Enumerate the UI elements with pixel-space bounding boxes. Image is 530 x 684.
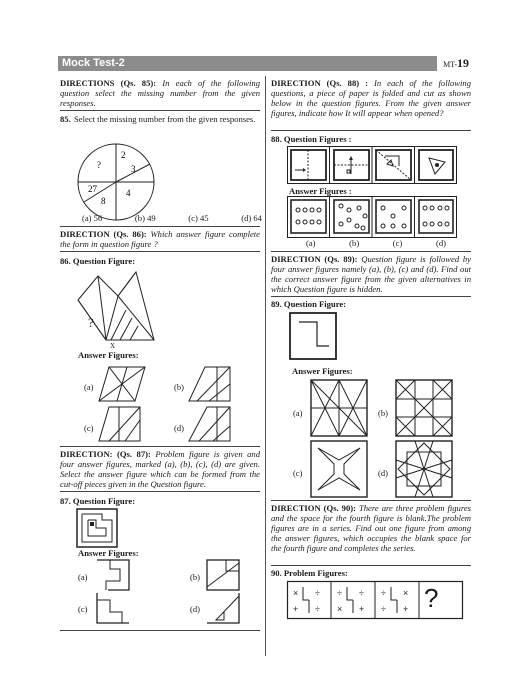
q86-answers-label: Answer Figures: xyxy=(78,350,139,360)
direction-88: DIRECTION (Qs. 88) : In each of the following questions, a piece of paper is folded and cut as shown below in the question figures. From the given answer figures, indicate how It will appear when opened? xyxy=(271,78,471,118)
page-header xyxy=(58,56,471,71)
rule xyxy=(271,130,471,131)
q86-question-figure xyxy=(76,270,156,345)
q89-answers-label: Answer Figures: xyxy=(292,366,353,376)
svg-text:÷: ÷ xyxy=(381,588,386,598)
svg-text:÷: ÷ xyxy=(359,588,364,598)
rule xyxy=(60,251,260,252)
page-number: MT-19 xyxy=(437,56,471,72)
question-87: 87. Question Figure: xyxy=(60,496,136,506)
q87-opt-d[interactable]: (d) xyxy=(190,604,200,614)
question-88: 88. Question Figures : xyxy=(271,134,352,144)
svg-text:÷: ÷ xyxy=(315,588,320,598)
q87-question-figure xyxy=(76,508,118,548)
q85-options xyxy=(82,213,262,223)
svg-text:+: + xyxy=(293,604,299,614)
rule xyxy=(271,500,471,501)
svg-text:×: × xyxy=(337,604,343,614)
q86-opt-d[interactable]: (d) xyxy=(174,423,184,433)
q89-opt-b[interactable]: (b) xyxy=(378,408,388,418)
q86-opt-a[interactable]: (a) xyxy=(84,382,94,392)
direction-85: DIRECTIONS (Qs. 85): In each of the following question select the missing number from the given responses. xyxy=(60,78,260,108)
q87-opt-c[interactable]: (c) xyxy=(78,604,88,614)
q89-answer-b[interactable] xyxy=(395,379,453,437)
circle-num: 27 xyxy=(88,184,97,194)
q86-opt-b[interactable]: (b) xyxy=(174,382,184,392)
svg-text:÷: ÷ xyxy=(315,604,320,614)
svg-text:÷: ÷ xyxy=(381,604,386,614)
circle-num: 3 xyxy=(131,164,136,174)
circle-num: 2 xyxy=(121,150,126,160)
rule xyxy=(60,630,260,631)
direction-86: DIRECTION (Qs. 86): Which answer figure complete the form in question figure ? xyxy=(60,229,260,249)
direction-89: DIRECTION (Qs. 89): Question figure is followed by four answer figures namely (a), (b), (c) and (d). Find out the correct answer figure from the given alternatives in which Question figure is hidden. xyxy=(271,254,471,294)
q89-question-figure xyxy=(289,312,337,360)
question-86: 86. Question Figure: xyxy=(60,256,136,266)
option-d[interactable]: (d) 64 xyxy=(241,213,262,223)
q89-opt-d[interactable]: (d) xyxy=(378,468,388,478)
q85-number-circle xyxy=(76,142,156,222)
option-a[interactable]: (a) xyxy=(306,238,316,248)
direction-90: DIRECTION (Qs. 90): There are three problem figures and the space for the fourth figure is blank.The problem figures are in a series. Find out one figure from among the answer figures, which occupies the blank space for the fourth figure and completes the series. xyxy=(271,503,471,553)
q89-answer-d[interactable] xyxy=(395,440,453,498)
option-c[interactable]: (c) 45 xyxy=(188,213,209,223)
rule xyxy=(271,565,471,566)
q87-answer-b[interactable] xyxy=(206,559,240,591)
option-b[interactable]: (b) xyxy=(349,238,360,248)
svg-text:+: + xyxy=(359,604,365,614)
option-a[interactable]: (a) 56 xyxy=(82,213,103,223)
q86-missing-mark: ? xyxy=(88,315,94,330)
rule xyxy=(60,491,260,492)
q90-missing-mark: ? xyxy=(424,583,439,613)
question-89: 89. Question Figure: xyxy=(271,299,347,309)
q87-opt-a[interactable]: (a) xyxy=(78,572,88,582)
q89-answer-c[interactable] xyxy=(310,440,368,498)
q86-answer-c[interactable] xyxy=(97,406,142,442)
q87-answer-a[interactable] xyxy=(96,559,130,591)
q89-opt-a[interactable]: (a) xyxy=(293,408,303,418)
rule xyxy=(60,110,260,111)
rule xyxy=(271,251,471,252)
q88-answer-figures[interactable] xyxy=(287,196,457,238)
q88-question-figures xyxy=(287,146,457,184)
column-divider xyxy=(265,76,266,656)
q86-opt-c[interactable]: (c) xyxy=(84,423,94,433)
circle-num: ? xyxy=(97,160,101,170)
rule xyxy=(271,296,471,297)
question-90: 90. Problem Figures: xyxy=(271,568,348,578)
q88-answers-label: Answer Figures : xyxy=(289,186,352,196)
option-b[interactable]: (b) 49 xyxy=(134,213,156,223)
option-d[interactable]: (d) xyxy=(435,238,446,248)
q89-opt-c[interactable]: (c) xyxy=(293,468,303,478)
question-85: 85. Select the missing number from the given responses. xyxy=(60,114,256,124)
q86-answer-b[interactable] xyxy=(187,366,232,402)
svg-text:÷: ÷ xyxy=(337,588,342,598)
q87-opt-b[interactable]: (b) xyxy=(190,572,200,582)
rule xyxy=(60,226,260,227)
direction-87: DIRECTION: (Qs. 87): Problem figure is given and four answer figures, marked (a), (b), (c), (d) are given. Select the answer figure which can be formed from the cut-off pieces given in the Question figure. xyxy=(60,449,260,489)
test-title: Mock Test-2 xyxy=(62,57,125,69)
q88-options xyxy=(306,238,446,248)
circle-num: 8 xyxy=(101,196,106,206)
option-c[interactable]: (c) xyxy=(392,238,403,248)
q86-answer-a[interactable] xyxy=(97,366,147,402)
svg-text:×: × xyxy=(293,588,299,598)
left-column xyxy=(60,78,260,124)
q87-answer-c[interactable] xyxy=(96,592,130,624)
svg-text:+: + xyxy=(403,604,409,614)
q87-answer-d[interactable] xyxy=(206,592,240,624)
q86-x-label: X xyxy=(110,342,116,350)
q89-answer-a[interactable] xyxy=(310,379,368,437)
circle-num: 4 xyxy=(126,188,131,198)
q87-answers-label: Answer Figures: xyxy=(78,548,139,558)
rule xyxy=(60,446,260,447)
svg-text:×: × xyxy=(403,588,409,598)
q86-answer-d[interactable] xyxy=(187,406,232,442)
